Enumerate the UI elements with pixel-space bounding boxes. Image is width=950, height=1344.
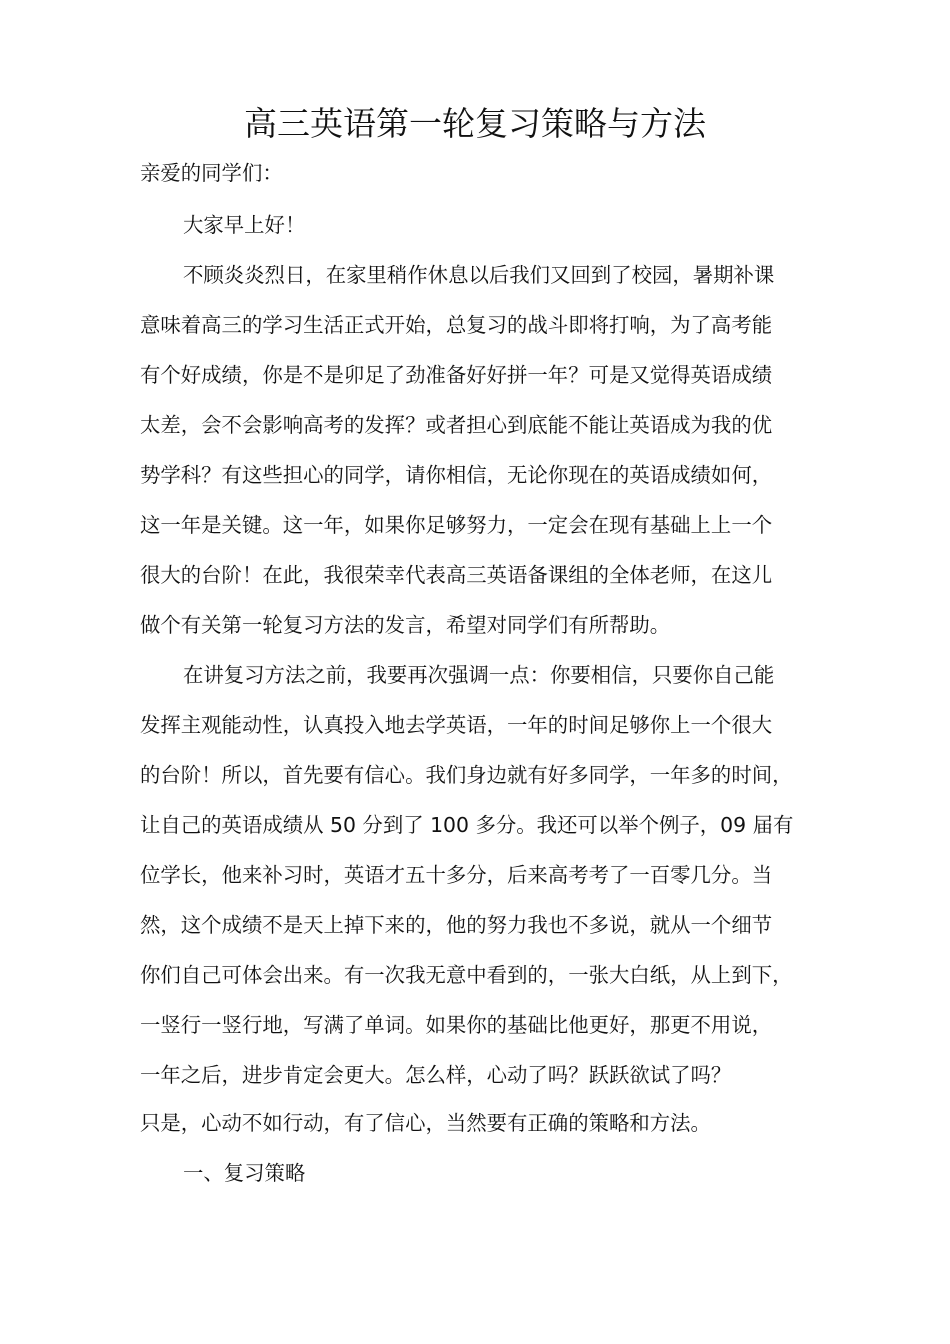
paragraph-1-line-6: 这一年是关键。这一年，如果你足够努力，一定会在现有基础上上一个 [140,513,773,537]
greeting: 大家早上好！ [183,213,306,237]
paragraph-2-line-6: 然，这个成绩不是天上掉下来的，他的努力我也不多说，就从一个细节 [140,913,773,937]
paragraph-2-line-7: 你们自己可体会出来。有一次我无意中看到的，一张大白纸，从上到下， [140,963,793,987]
paragraph-1-line-2: 意味着高三的学习生活正式开始，总复习的战斗即将打响，为了高考能 [140,313,773,337]
paragraph-2-line-2: 发挥主观能动性，认真投入地去学英语，一年的时间足够你上一个很大 [140,713,773,737]
paragraph-1-line-1: 不顾炎炎烈日，在家里稍作休息以后我们又回到了校园，暑期补课 [183,263,775,287]
paragraph-1-line-7: 很大的台阶！在此，我很荣幸代表高三英语备课组的全体老师，在这儿 [140,563,773,587]
section-1-heading: 一、复习策略 [183,1161,306,1185]
paragraph-1-line-5: 势学科？有这些担心的同学，请你相信，无论你现在的英语成绩如何， [140,463,773,487]
paragraph-2-line-5: 位学长，他来补习时，英语才五十多分，后来高考考了一百零几分。当 [140,863,773,887]
paragraph-2-line-3: 的台阶！所以，首先要有信心。我们身边就有好多同学，一年多的时间， [140,763,793,787]
paragraph-2-line-8: 一竖行一竖行地，写满了单词。如果你的基础比他更好，那更不用说， [140,1013,773,1037]
paragraph-1-line-8: 做个有关第一轮复习方法的发言，希望对同学们有所帮助。 [140,613,671,637]
paragraph-3-part-1: 只是，心动不如行动，有了信心，当然要有正确的 [140,1111,589,1135]
document-title: 高三英语第一轮复习策略与方法 [244,104,706,143]
paragraph-2-line-1: 在讲复习方法之前，我要再次强调一点：你要相信，只要你自己能 [183,663,775,687]
paragraph-3-part-2: 策略和方法。 [588,1111,711,1135]
paragraph-1-line-4: 太差，会不会影响高考的发挥？或者担心到底能不能让英语成为我的优 [140,413,773,437]
salutation: 亲爱的同学们： [140,161,283,185]
paragraph-2-line-4: 让自己的英语成绩从 50 分到了 100 多分。我还可以举个例子，09 届有 [140,813,794,837]
paragraph-3 [140,1108,711,1138]
paragraph-1-line-3: 有个好成绩，你是不是卯足了劲准备好好拼一年？可是又觉得英语成绩 [140,363,773,387]
paragraph-2-line-9: 一年之后，进步肯定会更大。怎么样，心动了吗？跃跃欲试了吗？ [140,1063,732,1087]
